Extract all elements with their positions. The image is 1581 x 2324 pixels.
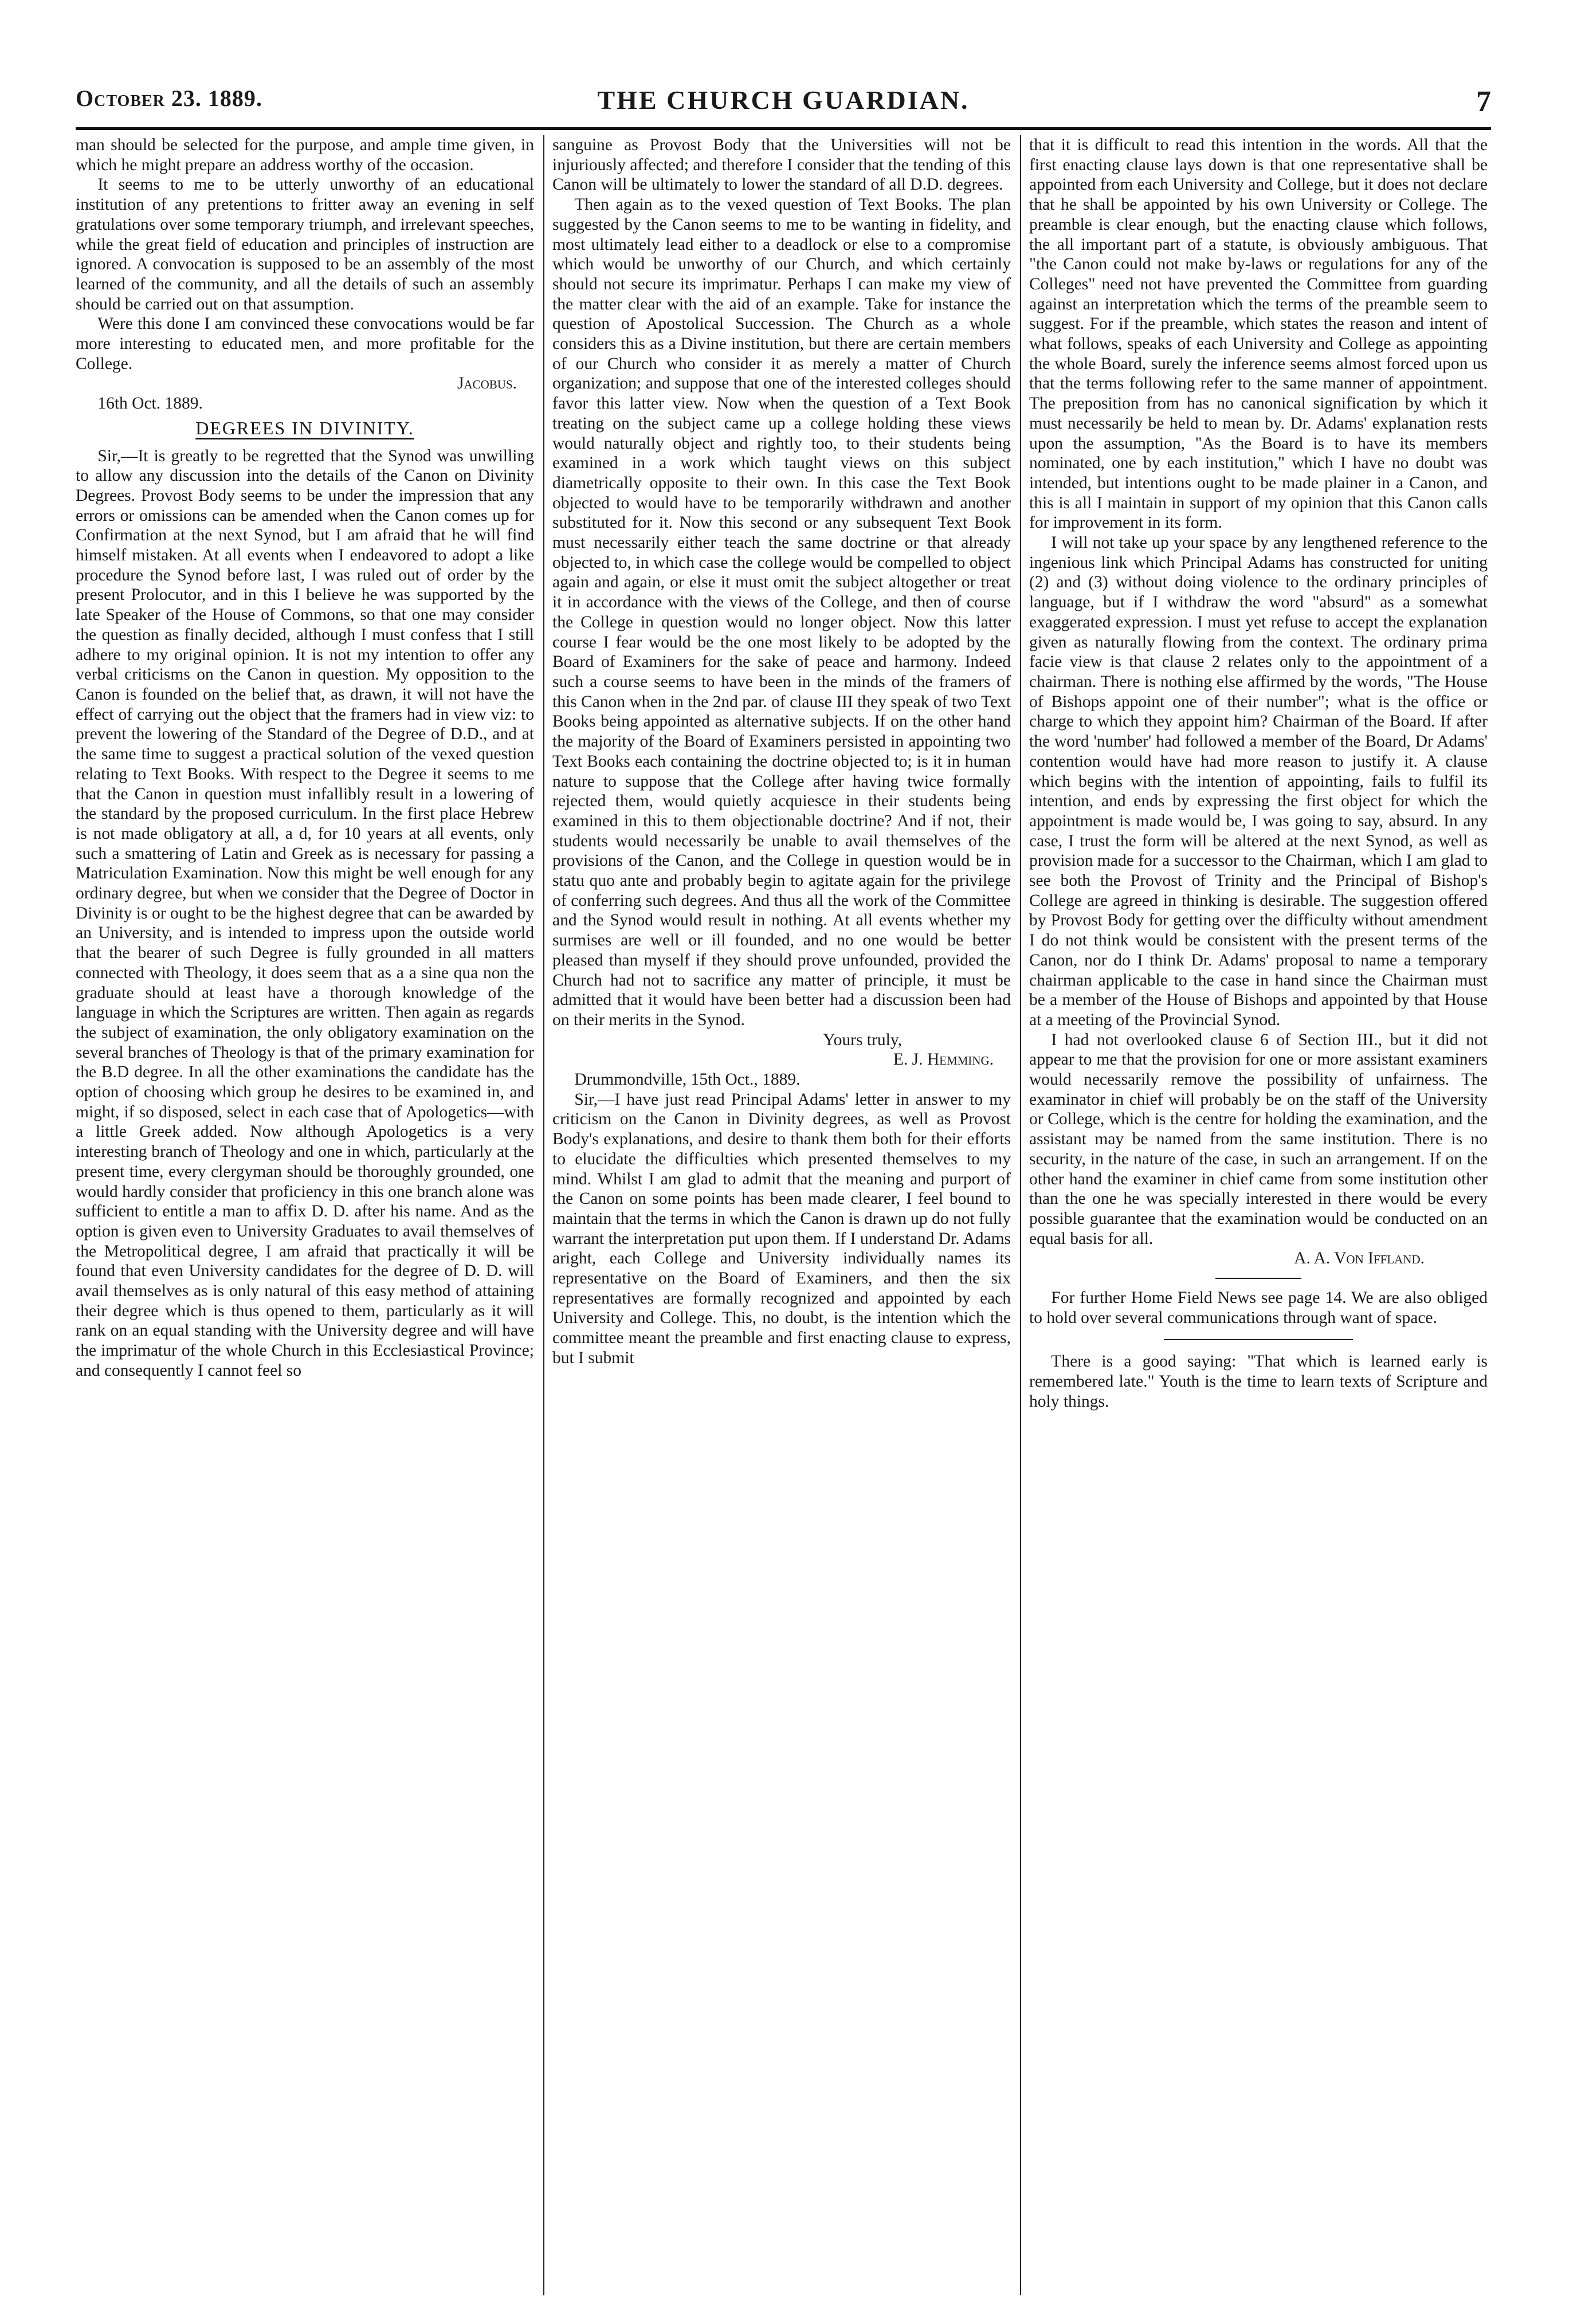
paragraph: Sir,—It is greatly to be regretted that the Synod was unwilling to allow any discussion into the details of the Canon on Divinity Degrees. Provost Body seems to be under the impression that any errors or omissions can be amended when the Canon comes up for Confirmation at the next Synod, but I am afraid that he will find himself mistaken. At all events when I endeavored to adopt a like procedure the Synod before last, I was ruled out of order by the present Prolocutor, and in this I believe he was supported by the late Speaker of the House of Commons, so that one may consider the question as finally decided, although I must confess that I still adhere to my original opinion. It is not my intention to offer any verbal criticisms on the Canon in question. My opposition to the Canon is founded on the belief that, as drawn, it will not have the effect of carrying out the object that the framers had in view viz: to prevent the lowering of the Standard of the Degree of D.D., and at the same time to suggest a practical solution of the vexed question relating to Text Books. With respect to the Degree it seems to me that the Canon in question must infallibly result in a lowering of the standard by the proposed curriculum. In the first place Hebrew is not made obligatory at all, a d, for 10 years at all events, only such a smattering of Latin and Greek as is necessary for passing a Matriculation Examination. Now this might be well enough for any ordinary degree, but when we consider that the Degree of Doctor in Divinity is or ought to be the highest degree that can be awarded by an University, and is intended to impress upon the outside world that the bearer of such Degree is fully grounded in all matters connected with Theology, it does seem that as a a sine qua non the graduate should at least have a thorough knowledge of the language in which the Scriptures are written. Then again as regards the subject of examination, the only obligatory examination on the several branches of Theology is that of the primary examination for the B.D degree. In all the other examinations the candidate has the option of choosing which group he desires to be examined in, and might, if so disposed, select in each case that of Apologetics—with a little Greek added. Now although Apologetics is a very interesting branch of Theology and one in which, particularly at the present time, every clergyman should be thoroughly grounded, one would hardly consider that proficiency in this one branch alone was sufficient to entitle a man to affix D. D. after his name. And as the option is given even to University Graduates to avail themselves of the Metropolitical degree, I am afraid that practically it will be found that even University candidates for the degree of D. D. will avail themselves as is only natural of this easy method of attaining their degree which is thus opened to them, particularly as it will rank on an equal standing with the University degree and will have the imprimatur of the whole Church in this Ecclesiastical Province; and consequently I cannot feel so bbox=[76, 446, 534, 1380]
column-1 bbox=[76, 135, 534, 2324]
letter-date: 16th Oct. 1889. bbox=[97, 394, 203, 413]
paragraph: that it is difficult to read this intention in the words. All that the first enacting clause lays down is that one representative shall be appointed from each University and College, but it does not declare that he shall be appointed by his own University or College. The preamble is clear enough, but the enacting clause which follows, the all important part of a statute, is obviously ambiguous. That "the Canon could not make by-laws or regulations for any of the Colleges" need not have prevented the Committee from guarding against an interpretation which the terms of the preamble seem to suggest. For if the preamble, which states the reason and intent of what follows, speaks of each University and College as appointing the whole Board, surely the inference seems almost forced upon us that the terms following refer to the same manner of appointment. The preposition from has no canonical signification by which it must necessarily be held to mean by. Dr. Adams' explanation rests upon the assumption, "As the Board is to have its members nominated, one by each institution," which I have no doubt was intended, but intentions ought to be made plainer in a Canon, and this is all I maintain in support of my opinion that this Canon calls for improvement in its form. bbox=[1029, 136, 1488, 532]
masthead-rule bbox=[76, 127, 1491, 130]
signature: Jacobus. bbox=[457, 374, 517, 393]
column-divider bbox=[1020, 135, 1021, 2295]
issue-date: October 23. 1889. bbox=[76, 85, 262, 111]
section-rule bbox=[1215, 1278, 1301, 1279]
letter-place-date: Drummondville, 15th Oct., 1889. bbox=[574, 1070, 801, 1089]
section-rule bbox=[1164, 1339, 1353, 1340]
page-number: 7 bbox=[1476, 85, 1491, 118]
paragraph: Sir,—I have just read Principal Adams' letter in answer to my criticism on the Canon in Divinity degrees, as well as Provost Body's explanations, and desire to thank them both for their efforts to elucidate the difficulties which presented themselves to my mind. Whilst I am glad to admit that the meaning and purport of the Canon on some points has been made clearer, I feel bound to maintain that the terms in which the Canon is drawn up do not fully warrant the interpretation put upon them. If I understand Dr. Adams aright, each College and University individually names its representative on the Board of Examiners, and then the six representatives are formally recognized and appointed by each University and College. This, no doubt, is the intention which the committee meant the preamble and first enacting clause to express, but I submit bbox=[552, 1090, 1011, 1367]
notice: There is a good saying: "That which is learned early is remembered late." Youth is the time to learn texts of Scripture and holy things. bbox=[1029, 1352, 1488, 1411]
paragraph: It seems to me to be utterly unworthy of an educational institution of any pretentions to fritter away an evening in self gratulations over some temporary triumph, and irrelevant speeches, while the great field of education and principles of instruction are ignored. A convocation is supposed to be an assembly of the most learned of the community, and all the details of such an assembly should be carried out on that assumption. bbox=[76, 175, 534, 313]
paragraph: Were this done I am convinced these convocations would be far more interesting to educated men, and more profitable for the College. bbox=[76, 315, 534, 373]
notice: For further Home Field News see page 14. We are also obliged to hold over several communications through want of space. bbox=[1029, 1289, 1488, 1327]
signature: E. J. Hemming. bbox=[893, 1050, 994, 1069]
paragraph: sanguine as Provost Body that the Universities will not be injuriously affected; and therefore I consider that the tending of this Canon will be ultimately to lower the standard of all D.D. degrees. bbox=[552, 136, 1011, 194]
paragraph: man should be selected for the purpose, and ample time given, in which he might prepare an address worthy of the occasion. bbox=[76, 136, 534, 174]
newspaper-title: THE CHURCH GUARDIAN. bbox=[597, 85, 970, 115]
paragraph: I had not overlooked clause 6 of Section III., but it did not appear to me that the provision for one or more assistant examiners would necessarily remove the possibility of unfairness. The examinator in chief will probably be on the staff of the University or College, which is the centre for holding the examination, and the assistant may be named from the same institution. There is no security, in the nature of the case, in such an arrangement. If on the other hand the examiner in chief came from some institution other than the one he was specially interested in there would be every possible guarantee that the examination would be conducted on an equal basis for all. bbox=[1029, 1030, 1488, 1248]
column-2 bbox=[552, 135, 1011, 2295]
article-headline: DEGREES IN DIVINITY. bbox=[195, 417, 414, 438]
column-3 bbox=[1029, 135, 1488, 2295]
paragraph: Then again as to the vexed question of Text Books. The plan suggested by the Canon seems to me to be wanting in fidelity, and most ultimately lead either to a deadlock or else to a compromise which would be unworthy of our Church, and which certainly should not secure its imprimatur. Perhaps I can make my view of the matter clear with the aid of an example. Take for instance the question of Apostolical Succession. The Church as a whole considers this as a Divine institution, but there are certain members of our Church who consider it as merely a matter of Church organization; and suppose that one of the interested colleges should favor this latter view. Now when the question of a Text Book treating on the subject came up a college holding these views would naturally object and rightly too, to their students being examined in a work which taught views on this subject diametrically opposite to their own. In this case the Text Book objected to would have to be temporarily withdrawn and another substituted for it. Now this second or any subsequent Text Book must necessarily either teach the same doctrine or that already objected to, in which case the college would be compelled to object again and again, or else it must omit the subject altogether or treat it in accordance with the views of the College, and then of course the College in question would no longer object. Now this latter course I fear would be the one most likely to be adopted by the Board of Examiners for the sake of peace and harmony. Indeed such a course seems to have been in the minds of the framers of this Canon when in the 2nd par. of clause III they speak of two Text Books being appointed as alternative subjects. If on the other hand the majority of the Board of Examiners persisted in appointing two Text Books each containing the doctrine objected to; is it in human nature to suppose that the College after having twice formally rejected them, would quietly acquiesce in their students being examined in this to them objectionable doctrine? And if not, their students would necessarily be unable to avail themselves of the provisions of the Canon, and the College in question would be in statu quo ante and probably begin to agitate again for the privilege of conferring such degrees. And thus all the work of the Committee and the Synod would result in nothing. At all events whether my surmises are well or ill founded, and no one would be better pleased than myself if they should prove unfounded, provided the Church had not to sacrifice any matter of principle, it must be admitted that it would have been better had a discussion been had on their merits in the Synod. bbox=[552, 195, 1011, 1029]
closing: Yours truly, bbox=[823, 1030, 902, 1049]
masthead bbox=[76, 85, 1491, 120]
signature: A. A. Von Iffland. bbox=[1294, 1249, 1425, 1268]
column-divider bbox=[543, 135, 544, 2295]
paragraph: I will not take up your space by any lengthened reference to the ingenious link which Principal Adams has constructed for uniting (2) and (3) without doing violence to the ordinary principles of language, but if I withdraw the word "absurd" as a somewhat exaggerated expression. I must yet refuse to accept the explanation given as naturally flowing from the context. The ordinary prima facie view is that clause 2 relates only to the appointment of a chairman. There is nothing else affirmed by the words, "The House of Bishops appoint one of their number"; what is the office or charge to which they appoint him? Chairman of the Board. If after the word 'number' had followed a member of the Board, Dr Adams' contention would have had more reason to justify it. A clause which begins with the intention of appointing, fails to fulfil its intention, and ends by expressing the first object for which the appointment is made would be, I was going to say, absurd. In any case, I trust the form will be altered at the next Synod, as well as provision made for a successor to the Chairman, which I am glad to see both the Provost of Trinity and the Principal of Bishop's College are agreed in thinking is desirable. The suggestion offered by Provost Body for getting over the difficulty without amendment I do not think would be consistent with the present terms of the Canon, nor do I think Dr. Adams' proposal to name a temporary chairman applicable to the case in hand since the Chairman must be a member of the House of Bishops and appointed by that House at a meeting of the Provincial Synod. bbox=[1029, 533, 1488, 1029]
